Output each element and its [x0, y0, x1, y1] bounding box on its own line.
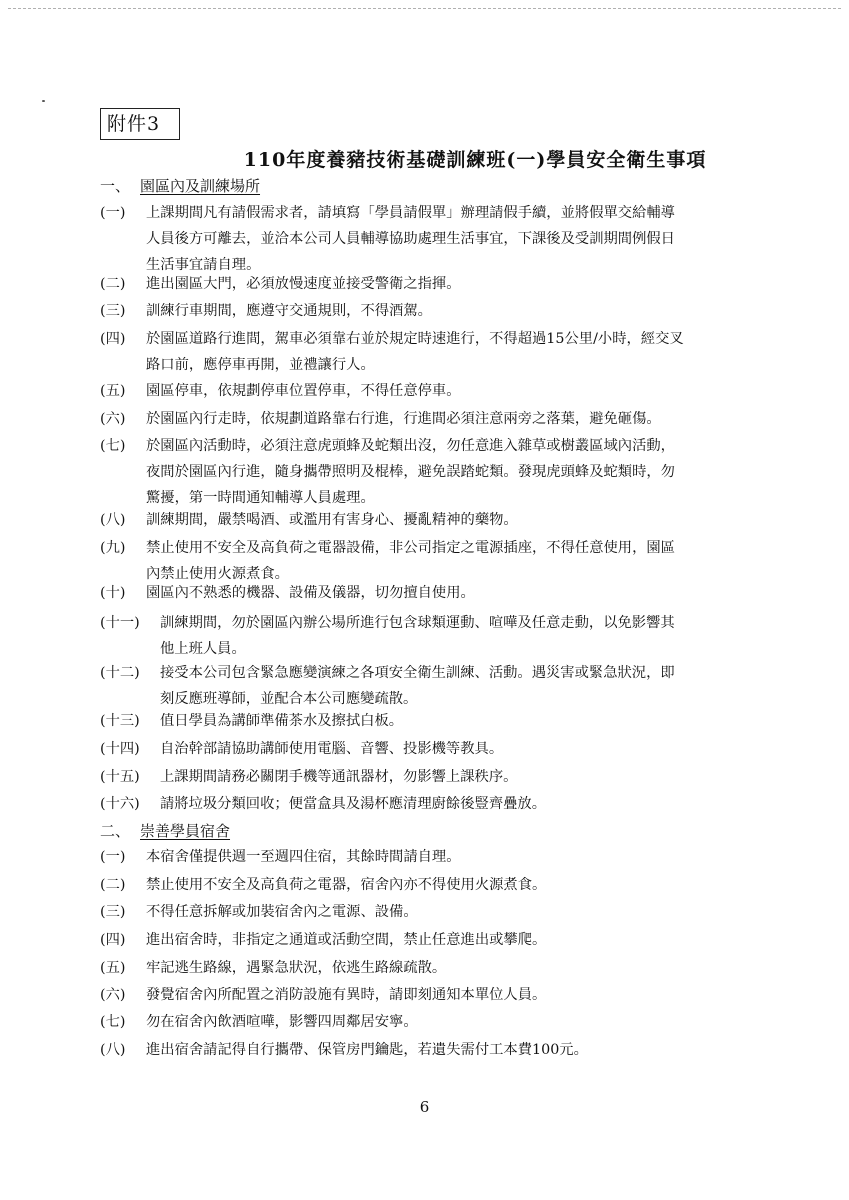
- item-text: 內禁止使用火源煮食。: [146, 566, 289, 582]
- item-text: 禁止使用不安全及高負荷之電器，宿舍內亦不得使用火源煮食。: [146, 877, 547, 893]
- item-text: 上課期間凡有請假需求者，請填寫「學員請假單」辦理請假手續，並將假單交給輔導: [146, 205, 675, 221]
- list-item: [100, 660, 760, 712]
- list-item: [100, 507, 760, 533]
- list-item: [100, 580, 760, 606]
- document-title: 110年度養豬技術基礎訓練班(一)學員安全衛生事項: [243, 149, 707, 171]
- list-item: [100, 298, 760, 324]
- item-text: 於園區內行走時，依規劃道路靠右行進，行進間必須注意兩旁之落葉，避免砸傷。: [146, 411, 661, 427]
- item-label: (九): [100, 540, 126, 556]
- section-title: 崇善學員宿舍: [140, 822, 231, 840]
- section-number: 二、: [100, 822, 131, 840]
- list-item: [100, 200, 760, 278]
- list-item: [100, 927, 760, 953]
- item-text: 牢記逃生路線，遇緊急狀況，依逃生路線疏散。: [146, 960, 447, 976]
- item-label: (十六): [100, 796, 140, 812]
- item-text: 接受本公司包含緊急應變演練之各項安全衛生訓練、活動。遇災害或緊急狀況，即: [160, 665, 675, 681]
- item-label: (一): [100, 849, 126, 865]
- item-label: (十二): [100, 665, 140, 681]
- item-text: 進出宿舍請記得自行攜帶、保管房門鑰匙，若遺失需付工本費100元。: [146, 1042, 588, 1058]
- item-text: 值日學員為講師準備茶水及擦拭白板。: [160, 713, 404, 729]
- item-text: 訓練期間，勿於園區內辦公場所進行包含球類運動、喧嘩及任意走動，以免影響其: [160, 615, 675, 631]
- annex-label: 附件3: [100, 108, 180, 140]
- item-label: (八): [100, 1042, 126, 1058]
- list-item: [100, 1037, 760, 1063]
- item-text: 於園區道路行進間，駕車必須靠右並於規定時速進行，不得超過15公里/小時，經交叉: [146, 331, 684, 347]
- list-item: [100, 1009, 760, 1035]
- page-number: 6: [419, 1098, 430, 1116]
- item-label: (七): [100, 1014, 126, 1030]
- item-text: 不得任意拆解或加裝宿舍內之電源、設備。: [146, 904, 418, 920]
- item-text: 他上班人員。: [160, 641, 246, 657]
- scan-speck: [42, 100, 45, 102]
- list-item: [100, 982, 760, 1008]
- item-text: 自治幹部請協助講師使用電腦、音響、投影機等教具。: [160, 741, 504, 757]
- list-item: [100, 708, 760, 734]
- section-number: 一、: [100, 177, 131, 195]
- section-heading: [100, 175, 260, 196]
- list-item: [100, 610, 760, 662]
- item-text: 訓練行車期間，應遵守交通規則，不得酒駕。: [146, 303, 432, 319]
- item-label: (四): [100, 932, 126, 948]
- list-item: [100, 326, 760, 378]
- item-text: 生活事宜請自理。: [146, 257, 261, 273]
- item-label: (二): [100, 276, 126, 292]
- list-item: [100, 271, 760, 297]
- item-label: (十): [100, 585, 126, 601]
- list-item: [100, 791, 760, 817]
- item-label: (六): [100, 411, 126, 427]
- section-title: 園區內及訓練場所: [140, 177, 261, 195]
- item-text: 禁止使用不安全及高負荷之電器設備，非公司指定之電源插座，不得任意使用，園區: [146, 540, 675, 556]
- item-text: 上課期間請務必關閉手機等通訊器材，勿影響上課秩序。: [160, 769, 518, 785]
- list-item: [100, 872, 760, 898]
- list-item: [100, 433, 760, 511]
- item-text: 本宿舍僅提供週一至週四住宿，其餘時間請自理。: [146, 849, 461, 865]
- item-label: (五): [100, 960, 126, 976]
- item-text: 勿在宿舍內飲酒喧嘩，影響四周鄰居安寧。: [146, 1014, 418, 1030]
- item-text: 進出宿舍時，非指定之通道或活動空間，禁止任意進出或攀爬。: [146, 932, 547, 948]
- item-label: (十四): [100, 741, 140, 757]
- list-item: [100, 764, 760, 790]
- item-label: (十三): [100, 713, 140, 729]
- item-label: (七): [100, 438, 126, 454]
- item-text: 請將垃圾分類回收；便當盒具及湯杯應清理廚餘後豎齊疊放。: [160, 796, 547, 812]
- item-label: (二): [100, 877, 126, 893]
- item-text: 人員後方可離去，並洽本公司人員輔導協助處理生活事宜，下課後及受訓期間例假日: [146, 231, 675, 247]
- item-label: (六): [100, 987, 126, 1003]
- list-item: [100, 844, 760, 870]
- item-label: (八): [100, 512, 126, 528]
- item-label: (一): [100, 205, 126, 221]
- item-text: 發覺宿舍內所配置之消防設施有異時，請即刻通知本單位人員。: [146, 987, 547, 1003]
- item-label: (三): [100, 303, 126, 319]
- item-text: 路口前，應停車再開，並禮讓行人。: [146, 357, 375, 373]
- list-item: [100, 378, 760, 404]
- item-text: 訓練期間，嚴禁喝酒、或濫用有害身心、擾亂精神的藥物。: [146, 512, 518, 528]
- item-label: (十五): [100, 769, 140, 785]
- item-text: 夜間於園區內行進，隨身攜帶照明及棍棒，避免誤踏蛇類。發現虎頭蜂及蛇類時，勿: [146, 464, 675, 480]
- item-label: (十一): [100, 615, 140, 631]
- list-item: [100, 955, 760, 981]
- list-item: [100, 899, 760, 925]
- item-label: (四): [100, 331, 126, 347]
- section-heading: [100, 820, 230, 841]
- list-item: [100, 736, 760, 762]
- item-text: 刻反應班導師，並配合本公司應變疏散。: [160, 691, 418, 707]
- item-text: 園區停車，依規劃停車位置停車，不得任意停車。: [146, 383, 461, 399]
- scan-edge-line: [8, 8, 841, 9]
- item-text: 進出園區大門，必須放慢速度並接受警衛之指揮。: [146, 276, 461, 292]
- item-label: (五): [100, 383, 126, 399]
- item-text: 於園區內活動時，必須注意虎頭蜂及蛇類出沒，勿任意進入雜草或樹叢區域內活動，: [146, 438, 675, 454]
- list-item: [100, 406, 760, 432]
- item-label: (三): [100, 904, 126, 920]
- item-text: 驚擾，第一時間通知輔導人員處理。: [146, 490, 375, 506]
- item-text: 園區內不熟悉的機器、設備及儀器，切勿擅自使用。: [146, 585, 475, 601]
